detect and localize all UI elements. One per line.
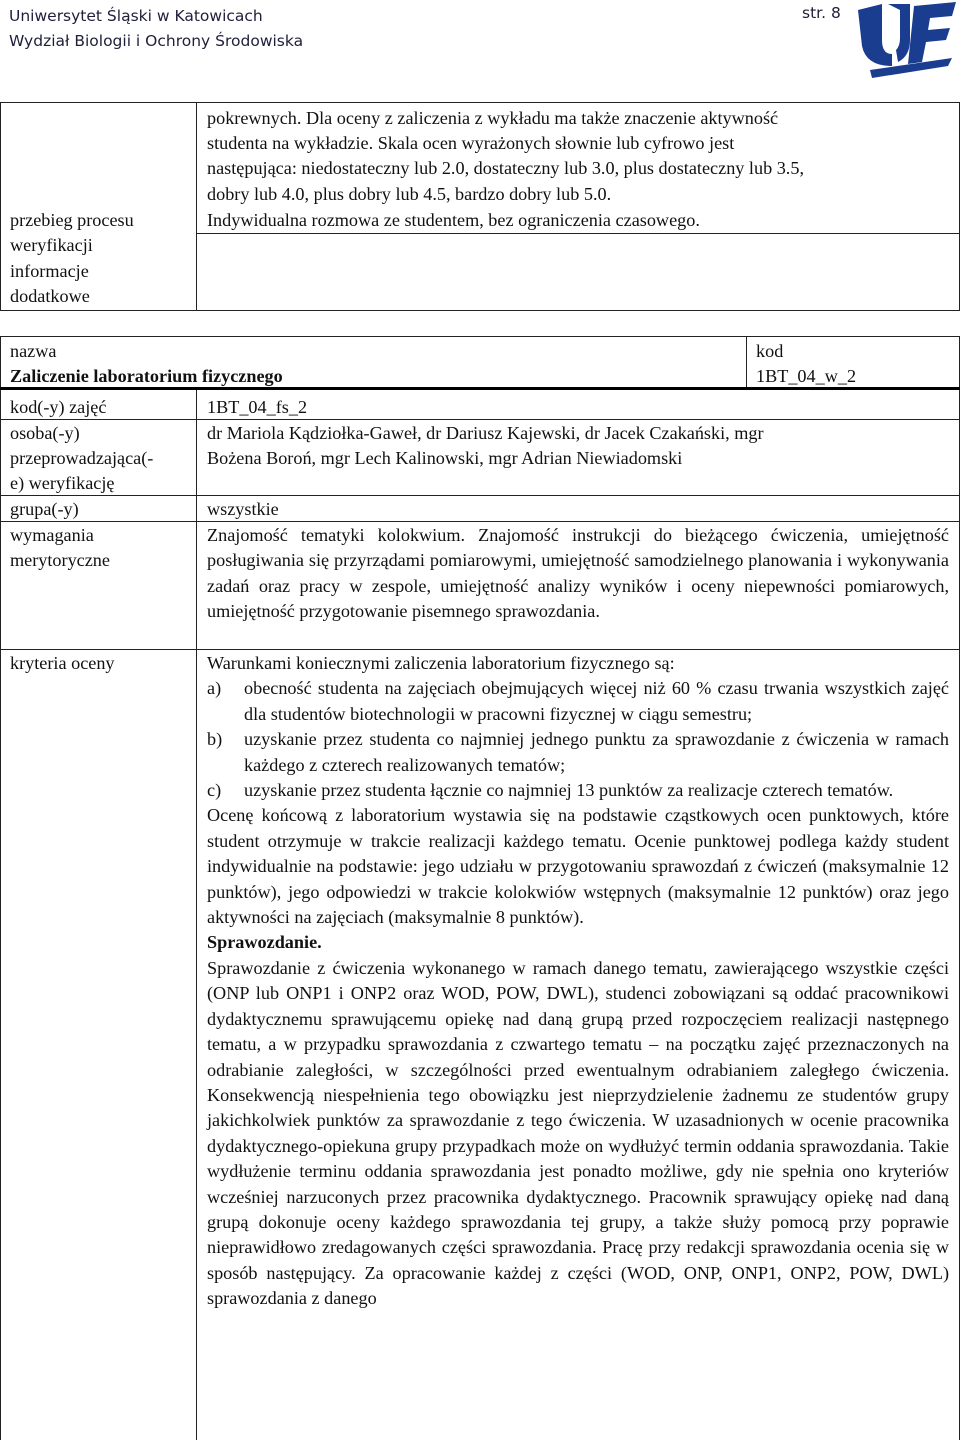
rule (0, 521, 960, 522)
code-value: 1BT_04_w_2 (756, 366, 857, 386)
rule (0, 495, 960, 496)
criteria-text: uzyskanie przez studenta co najmniej jednego punktu za sprawozdanie z ćwiczenia w ramach każdego z czterech realizowanych tematów; (244, 729, 949, 775)
requirements-label-2: merytoryczne (10, 550, 110, 570)
name-value: Zaliczenie laboratorium fizycznego (10, 366, 283, 386)
persons-line-2: Bożena Boroń, mgr Lech Kalinowski, mgr Adrian Niewiadomski (207, 448, 683, 468)
report-text: Sprawozdanie z ćwiczenia wykonanego w ramach danego tematu, zawierającego wszystkie części (ONP lub ONP1 i ONP2 oraz WOD, POW, DWL), studenci zobowiązani są oddać pracownikowi dydaktycznemu sprawującemu opiekę nad daną grupą przed rozpoczęciem realizacji następnego tematu, a w przypadku sprawozdania z czwartego tematu – na początku zajęć przeznaczonych na odrabianie zaległości, w szczególności przed ewentualnym odrabianiem zaległego ćwiczenia. Konsekwencją niespełnienia tego obowiązku jest nieprzydzielenie żadnemu ze studentów grupy jakichkolwiek punktów za sprawozdanie z tego ćwiczenia. W uzasadnionych w ocenie pracownika dydaktycznego-opiekuna grupy przypadkach może on wydłużyć termin oddania sprawozdania. Takie wydłużenie terminu oddania sprawozdania jest ponadto możliwe, gdy nie spełnia ono kryteriów wcześniej narzuconych przez pracownika dydaktycznego. Pracownik sprawujący opiekę nad daną grupą dokonuje oceny każdego sprawozdania tej grupy, a także służy pomocą przy poprawie nieprawidłowo zredagowanych części sprawozdania. Pracę przy redakcji sprawozdania ocenia się w sposób następujący. Za opracowanie każdej z części (WOD, ONP, ONP1, ONP2, POW, DWL) sprawozdania z danego (207, 957, 949, 1309)
requirements-label-1: wymagania (10, 525, 94, 545)
name-label: nazwa (10, 341, 57, 361)
persons-label-3: e) weryfikację (10, 473, 115, 493)
code-label: kod (756, 341, 784, 361)
final-grade-text: Ocenę końcową z laboratorium wystawia się na podstawie cząstkowych ocen punktowych, które student otrzymuje w trakcie realizacji każdego tematu. Ocenie punktowej podlega każdy student indywidualnie na podstawie: jego udziału w przygotowaniu sprawozdań z ćwiczeń (maksymalnie 12 punktów), jego odpowiedzi w trakcie kolokwiów wstępnych (maksymalnie 12 punktów) oraz jego aktywności na zajęciach (maksymalnie 8 punktów). (207, 805, 949, 928)
rule (196, 390, 197, 1440)
rule (0, 419, 960, 420)
criteria-letter: b) (207, 729, 223, 750)
groups-value: wszystkie (207, 499, 279, 519)
criteria-label: kryteria oceny (10, 653, 115, 673)
rule (0, 336, 960, 337)
report-heading: Sprawozdanie. (207, 932, 322, 953)
criteria-text: uzyskanie przez studenta łącznie co najmniej 13 punktów za realizacje czterech tematów. (244, 780, 894, 801)
criteria-item (207, 676, 949, 727)
rule (0, 649, 960, 650)
requirements-text: Znajomość tematyki kolokwium. Znajomość instrukcji do bieżącego ćwiczenia, umiejętność posługiwania się przyrządami pomiarowymi, umiejętność samodzielnego planowania i wykonywania zadań oraz pracy w zespole, umiejętność analizy wyników i oceny niepewności pomiarowych, umiejętność przygotowanie pisemnego sprawozdania. (207, 525, 949, 622)
rule (0, 336, 1, 1440)
university-name: Uniwersytet Śląski w Katowicach (9, 7, 263, 25)
persons-label-2: przeprowadzająca(- (10, 448, 154, 468)
continuation-line-4: dobry lub 4.0, plus dobry lub 4.5, bardzo dobry lub 5.0. (207, 184, 612, 204)
persons-label-1: osoba(-y) (10, 423, 80, 443)
criteria-item (207, 727, 949, 778)
groups-label: grupa(-y) (10, 499, 79, 519)
persons-line-1: dr Mariola Kądziołka-Gaweł, dr Dariusz Kajewski, dr Jacek Czakański, mgr (207, 423, 764, 443)
continuation-line-1: pokrewnych. Dla oceny z zaliczenia z wykładu ma także znaczenie aktywność (207, 108, 779, 128)
page-number: str. 8 (802, 4, 841, 22)
rule (0, 310, 960, 311)
info-label: informacje dodatkowe (10, 261, 90, 307)
rule (0, 102, 1, 310)
rule (0, 102, 960, 103)
criteria-letter: c) (207, 780, 222, 801)
continuation-line-3: następująca: niedostateczny lub 2.0, dostateczny lub 3.0, plus dostateczny lub 3.5, (207, 158, 804, 178)
continuation-line-2: studenta na wykładzie. Skala ocen wyrażonych słownie lub cyfrowo jest (207, 133, 735, 153)
process-value: Indywidualna rozmowa ze studentem, bez ograniczenia czasowego. (207, 210, 700, 230)
criteria-letter: a) (207, 678, 222, 699)
criteria-text: obecność studenta na zajęciach obejmujących więcej niż 60 % czasu trwania wszystkich zajęć dla studentów biotechnologii w pracowni fizycznej w ciągu semestru; (244, 678, 949, 724)
criteria-intro: Warunkami koniecznymi zaliczenia laboratorium fizycznego są: (207, 653, 675, 673)
criteria-item (207, 778, 949, 803)
class-code-label: kod(-y) zajęć (10, 397, 107, 417)
university-logo (852, 0, 960, 84)
rule (196, 102, 197, 310)
process-label: przebieg procesu weryfikacji (10, 210, 134, 256)
rule (746, 336, 747, 389)
faculty-name: Wydział Biologii i Ochrony Środowiska (9, 32, 304, 50)
class-code-value: 1BT_04_fs_2 (207, 397, 308, 417)
page-header (9, 4, 303, 54)
criteria-content (207, 651, 949, 1312)
